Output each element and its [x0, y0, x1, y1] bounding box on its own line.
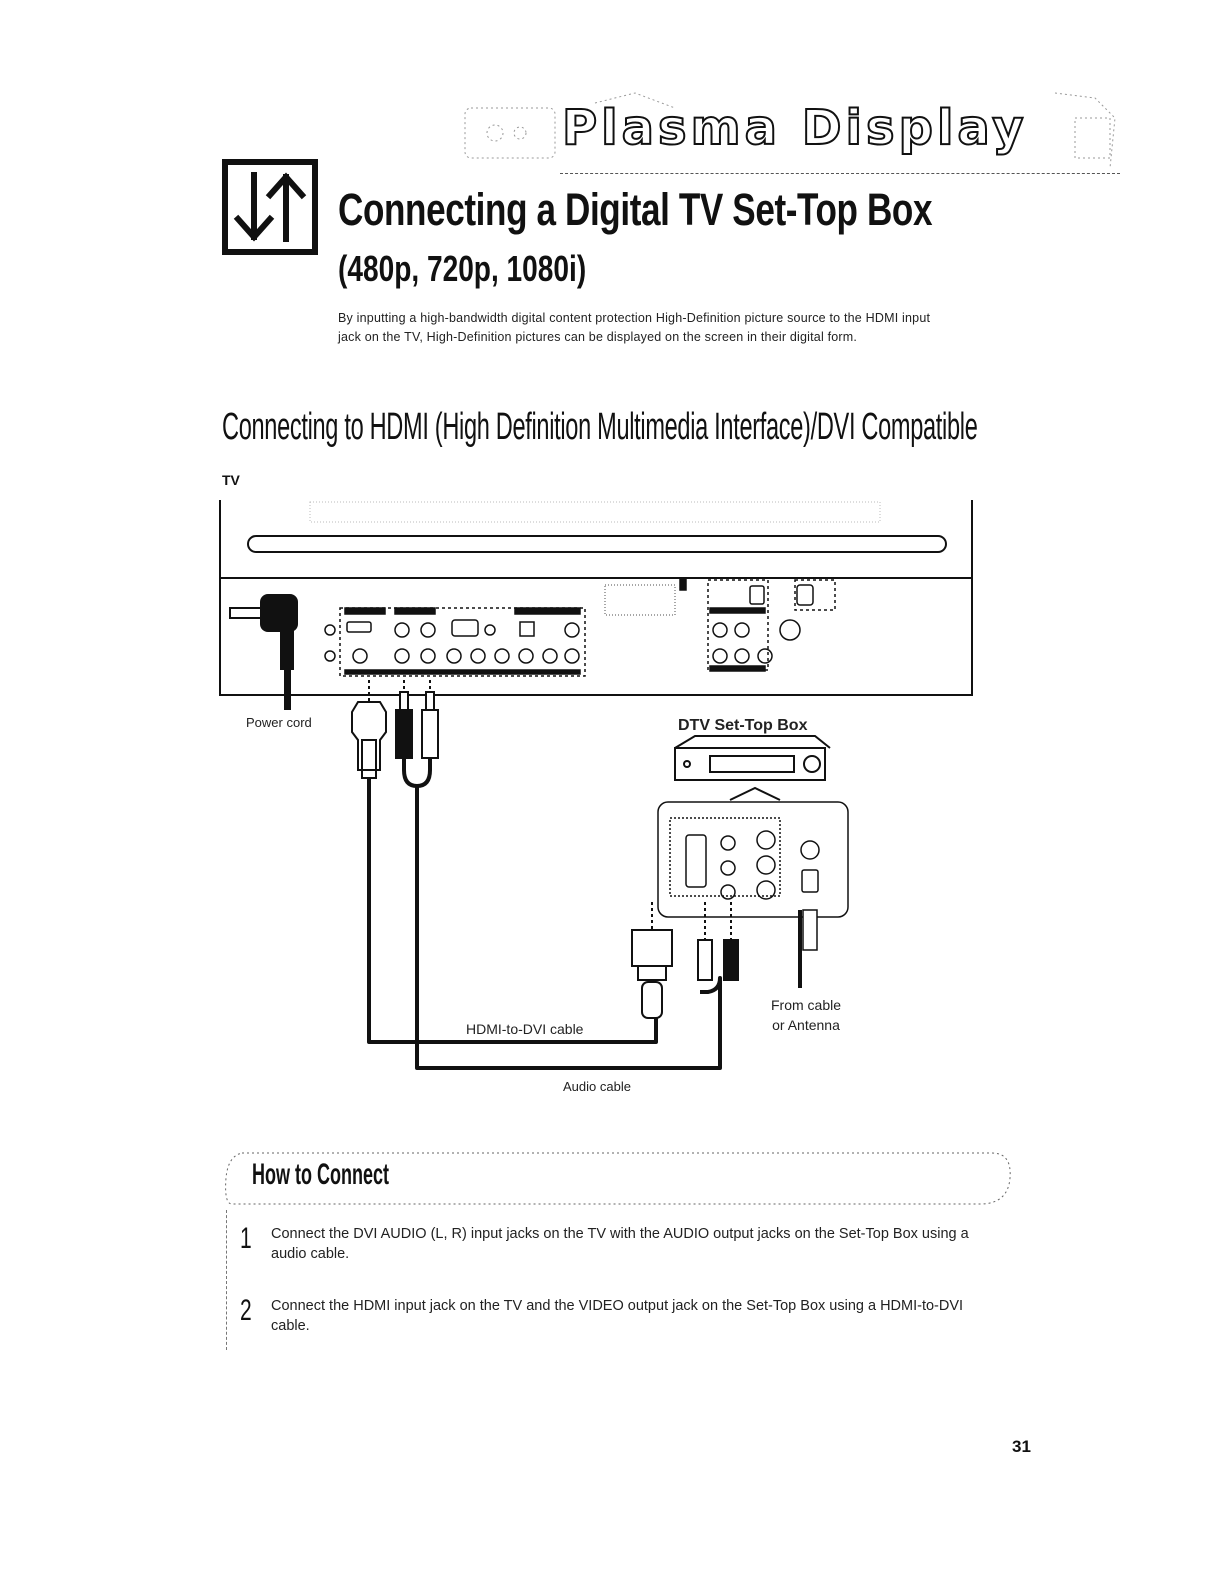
- audio-cable-label: Audio cable: [563, 1079, 631, 1094]
- page-subtitle: (480p, 720p, 1080i): [338, 248, 587, 289]
- intro-paragraph: By inputting a high-bandwidth digital content protection High-Definition picture source to the HDMI input jack on the TV, High-Definition pictures can be displayed on the screen in their digital form.: [338, 311, 931, 344]
- page-number: 31: [1012, 1437, 1031, 1456]
- stb-audio-plugs: [698, 902, 738, 980]
- hdmi-cable-label: HDMI-to-DVI cable: [466, 1021, 584, 1037]
- audio-plugs: [396, 680, 438, 758]
- how-to-connect-title: How to Connect: [252, 1158, 389, 1191]
- banner-title: Plasma Display: [562, 100, 1028, 156]
- tv-label: TV: [222, 472, 240, 488]
- cables: [369, 758, 800, 1068]
- step-text: Connect the HDMI input jack on the TV and the VIDEO output jack on the Set-Top Box using a HDMI-to-DVI cable.: [271, 1298, 964, 1334]
- tv-rear-panel: [220, 500, 972, 695]
- power-plug: [230, 594, 298, 710]
- power-cord-label: Power cord: [246, 715, 312, 730]
- step-number: 1: [240, 1222, 252, 1255]
- banner-divider: [560, 173, 1120, 174]
- tv-jack-panel: [325, 578, 835, 676]
- from-cable-label: From cable or Antenna: [771, 997, 842, 1033]
- connection-arrows-icon: [222, 159, 318, 255]
- dvi-plug: [632, 902, 672, 1018]
- step-text: Connect the DVI AUDIO (L, R) input jacks on the TV with the AUDIO output jacks on the Set-Top Box using a audio cable.: [271, 1226, 969, 1262]
- set-top-box-label: DTV Set-Top Box: [678, 717, 808, 734]
- stb-back-panel: [658, 802, 848, 950]
- set-top-box: [675, 736, 830, 800]
- connection-diagram: [200, 490, 1000, 1110]
- step-number: 2: [240, 1294, 252, 1327]
- steps-divider: [226, 1210, 227, 1350]
- page-title: Connecting a Digital TV Set-Top Box: [338, 184, 933, 235]
- section-heading: Connecting to HDMI (High Definition Multimedia Interface)/DVI Compatible: [222, 406, 978, 448]
